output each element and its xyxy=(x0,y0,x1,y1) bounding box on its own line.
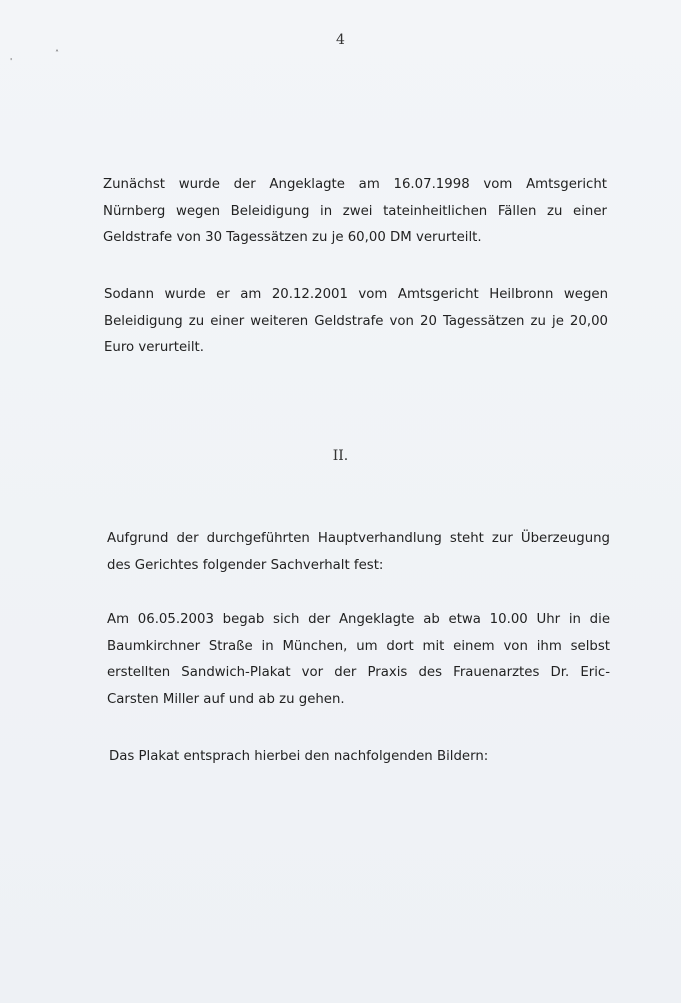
text-line: Zunächst wurde der Angeklagte am 16.07.1998 vom Amtsgericht xyxy=(103,177,607,192)
text-line: Am 06.05.2003 begab sich der Angeklagte ab etwa 10.00 Uhr in die xyxy=(107,612,610,627)
text-line: Nürnberg wegen Beleidigung in zwei tateinheitlichen Fällen zu einer xyxy=(103,203,607,219)
paragraph-prior-conviction-1 xyxy=(103,172,607,252)
scan-speck: ˄ xyxy=(55,49,59,58)
text-line: Euro verurteilt. xyxy=(104,340,204,355)
paragraph-poster-reference xyxy=(109,744,609,771)
scan-speck: ' xyxy=(10,57,13,66)
text-line: Baumkirchner Straße in München, um dort mit einem von ihm selbst xyxy=(107,638,610,654)
text-line: Das Plakat entsprach hierbei den nachfolgenden Bildern: xyxy=(109,749,489,764)
text-line: Sodann wurde er am 20.12.2001 vom Amtsgericht Heilbronn wegen xyxy=(104,287,608,302)
text-line: erstellten Sandwich-Plakat vor der Praxis des Frauenarztes Dr. Eric- xyxy=(107,665,610,680)
section-heading: II. xyxy=(332,448,349,464)
text-line: Carsten Miller auf und ab zu gehen. xyxy=(107,691,345,707)
text-line: des Gerichtes folgender Sachverhalt fest: xyxy=(107,557,384,573)
text-line: Aufgrund der durchgeführten Hauptverhandlung steht zur Überzeugung xyxy=(107,531,610,546)
page-number: 4 xyxy=(336,32,345,48)
text-line: Beleidigung zu einer weiteren Geldstrafe von 20 Tagessätzen zu je 20,00 xyxy=(104,313,608,329)
text-line: Geldstrafe von 30 Tagessätzen zu je 60,00 DM verurteilt. xyxy=(103,230,482,245)
paragraph-findings-intro xyxy=(107,526,610,579)
paragraph-facts xyxy=(107,607,610,713)
paragraph-prior-conviction-2 xyxy=(104,282,608,362)
